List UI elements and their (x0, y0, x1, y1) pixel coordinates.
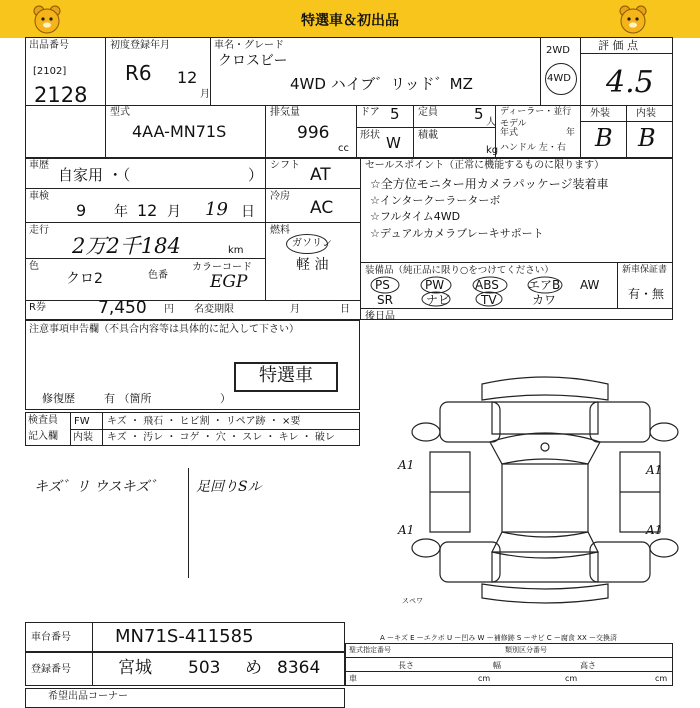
shift-value: AT (310, 165, 331, 185)
special-stamp-text: 特選車 (259, 365, 313, 386)
color-value: クロ2 (66, 271, 103, 287)
legend-type-number: 聖式指定番号 (349, 646, 391, 654)
int-grade-label: 内装 (636, 108, 656, 119)
equip-ps: PS (375, 278, 390, 292)
equip-tv: TV (481, 293, 497, 307)
name-change-month: 月 (290, 304, 300, 315)
damage-mark-1: A1 (398, 458, 415, 472)
damage-mark-3: A1 (398, 523, 415, 537)
model-year-label: モデル (500, 119, 527, 129)
disp-label: 排気量 (270, 107, 300, 118)
equip-leather: カワ (532, 293, 557, 307)
handle-label: ハンドル 左・右 (500, 143, 566, 153)
equip-navi: ナビ (426, 293, 451, 307)
recycle-value: 7,450 (98, 298, 147, 318)
plate-kana: め (245, 658, 262, 678)
top-block (25, 37, 673, 158)
name-change-day: 日 (340, 304, 350, 315)
plate-number: 8364 (277, 658, 321, 678)
legend-width-unit: cm (565, 674, 578, 683)
inspection-year-unit: 年 (114, 204, 128, 220)
drive-2wd: 2WD (546, 45, 570, 56)
color-label: 色 (29, 261, 39, 272)
inspection-label: 車検 (29, 191, 49, 202)
page-title: 特選車＆初出品 (301, 13, 399, 29)
int-grade: B (638, 124, 656, 152)
damage-mark-4: A1 (646, 523, 663, 537)
repair-label: 修復歴 (42, 392, 75, 405)
car-name-label: 車名・グレード (214, 40, 284, 51)
first-reg-label: 初度登録年月 (110, 40, 170, 51)
plate-region: 宮城 (118, 658, 152, 678)
chassis-value: MN71S-411585 (115, 626, 254, 647)
legend-damage: A ーキズ E ーエクボ U ー凹み W ー補修跡 S ーサビ C ー腐食 XX ー交換済 (380, 634, 617, 642)
first-reg-era: R6 (125, 61, 152, 85)
footer-label: 希望出品コーナー (48, 691, 128, 702)
color-code-label2: カラーコード (192, 262, 252, 273)
equip-abs: ABS (475, 278, 499, 292)
sales-point-4: ☆デュアルカメラブレーキサポート (370, 227, 544, 240)
inspection-month-unit: 月 (167, 204, 181, 220)
history-close: ） (248, 166, 264, 184)
damage-mark-2: A1 (646, 463, 663, 477)
recycle-unit: 円 (164, 304, 174, 315)
equip-airbag: エアB (528, 278, 561, 292)
sales-title: セールスポイント（正常に機能するものに限ります） (365, 160, 605, 171)
inspection-day-unit: 日 (241, 204, 255, 220)
sales-point-2: ☆インタークーラーターボ (370, 194, 501, 207)
first-reg-month: 12 (177, 68, 198, 87)
rear-items-label: 後日品 (365, 311, 395, 322)
history-value: 自家用 ・（ (58, 166, 131, 184)
fuel-label: 燃料 (270, 225, 290, 236)
model-value: 4AA-MN71S (132, 122, 227, 141)
equip-sr: SR (377, 293, 393, 307)
plate-class: 503 (188, 658, 221, 678)
name-change-label: 名変期限 (194, 304, 234, 315)
inspection-day: 19 (205, 199, 228, 220)
lot-number: 2128 (34, 83, 88, 107)
fw-items: キズ ・ 飛石 ・ ヒビ割 ・ リペア跡 ・ ×要 (107, 416, 301, 427)
recycle-label: R券 (29, 302, 46, 313)
seats-label: 定員 (418, 107, 438, 118)
sales-point-1: ☆全方位モニター用カメラパッケージ装着車 (370, 177, 609, 191)
legend-class-number: 類別区分番号 (505, 646, 547, 654)
color-code-label: 色番 (148, 270, 168, 281)
equipment-title: 装備品（純正品に限り○をつけてください） (365, 265, 554, 276)
inspection-month: 12 (137, 201, 158, 220)
disp-unit: cc (338, 143, 349, 154)
car-name: クロスビー (218, 53, 288, 69)
interior-items: キズ ・ 汚レ ・ コゲ ・ 穴 ・ スレ ・ キレ ・ 破レ (107, 432, 335, 443)
repair-value: 有 （箇所 (104, 392, 152, 405)
lot-number-label: 出品番号 (29, 40, 69, 51)
aircon-label: 冷房 (270, 191, 290, 202)
mileage-value: 2万2千184 (72, 234, 181, 258)
seats-unit: 人 (486, 117, 496, 128)
aircon-value: AC (310, 198, 334, 218)
handnote-left: キズ゛リ ウスキズ゛ (34, 479, 164, 495)
notes-label: 注意事項申告欄（不具合内容等は具体的に記入して下さい） (29, 324, 299, 335)
equip-pw: PW (425, 278, 445, 292)
car-diagram (400, 372, 690, 612)
repair-close: ） (220, 392, 231, 405)
disp-value: 996 (297, 123, 330, 143)
chassis-label: 車台番号 (31, 632, 71, 643)
inspector-label-2: 記入欄 (28, 431, 58, 442)
guarantee-label: 新車保証書 (622, 265, 668, 275)
shift-label: シフト (270, 160, 300, 171)
shape-value: W (386, 134, 401, 152)
year-unit: 年 (566, 128, 576, 138)
dealer-label: ディーラー・並行 (500, 107, 572, 117)
inspector-label-1: 検査員 (28, 415, 58, 426)
legend-serial: 車 (349, 674, 357, 683)
shape-label: 形状 (360, 130, 380, 141)
ext-grade-label: 外装 (590, 108, 610, 119)
sales-point-3: ☆フルタイム4WD (370, 210, 461, 223)
guarantee-value: 有・無 (628, 287, 665, 301)
load-unit: kg (486, 145, 499, 156)
equip-aw: AW (580, 278, 600, 292)
legend-length: 長さ (398, 661, 414, 670)
mileage-unit: km (228, 245, 244, 256)
drive-4wd: 4WD (547, 73, 571, 84)
mileage-label: 走行 (29, 225, 49, 236)
car-grade: 4WD ハイブ゛リッド゛MZ (290, 75, 473, 93)
doors-value: 5 (390, 105, 400, 123)
year-label: 年式 (500, 128, 519, 138)
model-label: 型式 (110, 107, 130, 118)
ext-grade: B (595, 124, 613, 152)
fuel-gas: ガソリン (292, 238, 332, 249)
seats-value: 5 (474, 105, 484, 123)
bumper-note: スペワ (402, 597, 423, 605)
first-reg-unit: 月 (200, 89, 210, 100)
legend-height-unit: cm (655, 674, 668, 683)
legend-length-unit: cm (478, 674, 491, 683)
fw-label: FW (74, 416, 90, 427)
score-label: 評 価 点 (598, 39, 638, 52)
doors-label: ドア (360, 107, 380, 118)
lot-number-sub: [2102] (33, 66, 67, 77)
handnote-right: 足回りSル (196, 479, 262, 495)
color-code: EGP (210, 272, 248, 292)
legend-width: 幅 (493, 661, 501, 670)
plate-label: 登録番号 (31, 664, 71, 675)
fuel-diesel: 軽 油 (296, 257, 329, 273)
legend-height: 高さ (580, 661, 596, 670)
score-value: 4.5 (606, 65, 654, 100)
inspection-year: 9 (76, 201, 87, 220)
interior-label: 内装 (73, 432, 93, 443)
history-label: 車歴 (29, 160, 49, 171)
load-label: 積載 (418, 130, 438, 141)
